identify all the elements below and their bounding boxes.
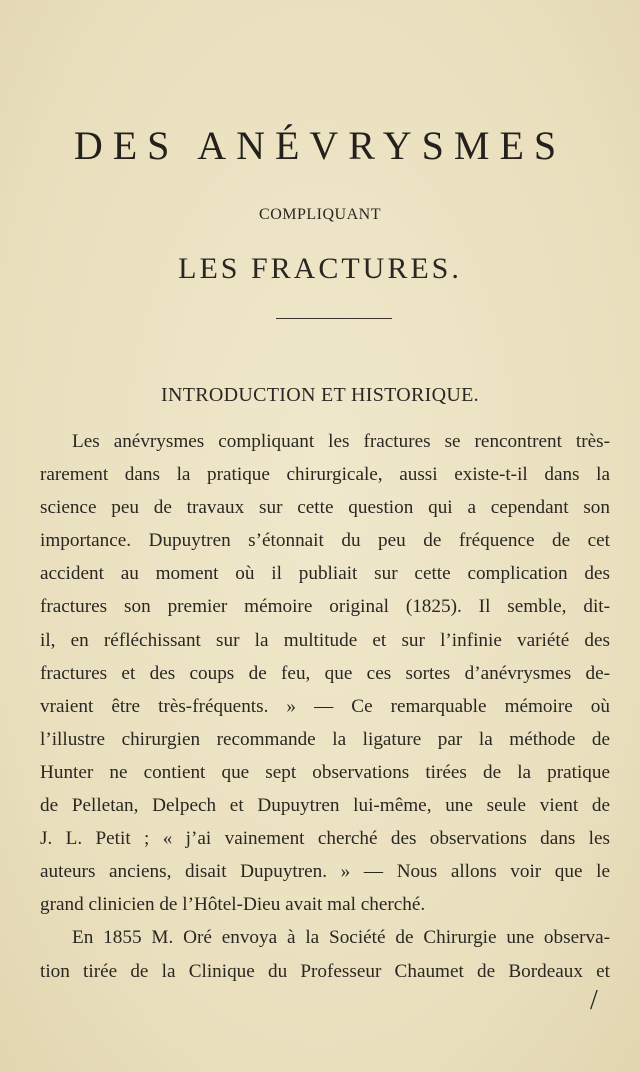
text-line: Hunter ne contient que sept observations tirées de la pratique bbox=[40, 761, 610, 783]
text-line: science peu de travaux sur cette question qui a cependant son bbox=[40, 497, 610, 519]
document-title-second: LES FRACTURES. bbox=[178, 252, 462, 285]
text-line: Les anévrysmes compliquant les fractures se rencontrent très- bbox=[72, 431, 610, 452]
text-line: fractures et des coups de feu, que ces sortes d’anévrysmes de- bbox=[40, 662, 610, 684]
text-line: tion tirée de la Clinique du Professeur Chaumet de Bordeaux et bbox=[40, 960, 610, 982]
text-line: rarement dans la pratique chirurgicale, aussi existe-t-il dans la bbox=[40, 464, 610, 486]
text-line: l’illustre chirurgien recommande la ligature par la méthode de bbox=[40, 728, 610, 750]
text-line: importance. Dupuytren s’étonnait du peu de fréquence de cet bbox=[40, 530, 610, 552]
text-line: fractures son premier mémoire original (1825). Il semble, dit- bbox=[40, 596, 610, 618]
title-divider bbox=[276, 318, 392, 319]
text-line: J. L. Petit ; « j’ai vainement cherché des observations dans les bbox=[40, 828, 610, 850]
text-line: de Pelletan, Delpech et Dupuytren lui-même, une seule vient de bbox=[40, 795, 610, 817]
body-paragraphs bbox=[40, 425, 610, 988]
document-title: DES ANÉVRYSMES bbox=[73, 123, 567, 168]
text-line: En 1855 M. Oré envoya à la Société de Chirurgie une observa- bbox=[72, 927, 610, 949]
text-line: accident au moment où il publiait sur cette complication des bbox=[40, 563, 610, 585]
text-line: il, en réfléchissant sur la multitude et sur l’infinie variété des bbox=[40, 629, 610, 651]
text-line: grand clinicien de l’Hôtel-Dieu avait mal cherché. bbox=[40, 894, 426, 916]
text-line: auteurs anciens, disait Dupuytren. » — Nous allons voir que le bbox=[40, 861, 610, 883]
document-subtitle: COMPLIQUANT bbox=[259, 206, 381, 223]
section-heading: INTRODUCTION ET HISTORIQUE. bbox=[161, 384, 479, 406]
margin-mark: / bbox=[590, 985, 598, 1016]
text-line: vraient être très-fréquents. » — Ce remarquable mémoire où bbox=[40, 695, 610, 717]
